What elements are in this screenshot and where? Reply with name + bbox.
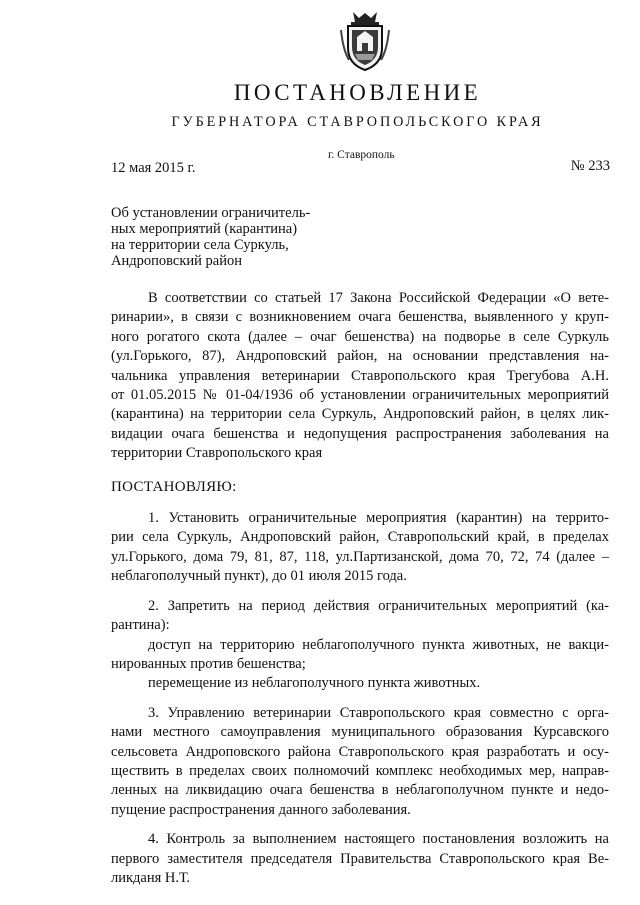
text-line: рии села Суркуль, Андроповский район, Ставропольский край, в пределах	[111, 529, 609, 546]
text-line: доступ на территорию неблагополучного пункта животных, не вакци-	[148, 636, 609, 653]
text-line: 1. Установить ограничительные мероприятия (карантин) на террито-	[148, 510, 609, 527]
document-body	[111, 289, 609, 888]
text-line: неблагополучный пункт), до 01 июля 2015 года.	[111, 568, 407, 585]
text-line: рантина):	[111, 617, 170, 634]
text-line: ул.Горького, дома 79, 81, 87, 118, ул.Партизанской, дома 70, 72, 74 (далее –	[111, 548, 609, 565]
text-line: 4. Контроль за выполнением настоящего постановления возложить на	[148, 831, 609, 848]
text-line: 2. Запретить на период действия ограничительных мероприятий (ка-	[148, 597, 609, 614]
text-line: (карантина) на территории села Суркуль, Андроповский район, в целях лик-	[111, 406, 609, 423]
decree-heading: ПОСТАНОВЛЯЮ:	[111, 478, 237, 495]
issue-date: 12 мая 2015 г.	[111, 160, 196, 176]
text-line: видации очага бешенства и недопущения распространения заболевания на	[111, 425, 609, 442]
issue-place: г. Ставрополь	[328, 149, 395, 161]
text-line: ринарии», в связи с возникновением очага бешенства, выявленного у круп-	[111, 309, 609, 326]
text-line: перемещение из неблагополучного пункта животных.	[148, 675, 481, 692]
text-line: 3. Управлению ветеринарии Ставропольского края совместно с орга-	[148, 704, 609, 721]
text-line: В соответствии со статьей 17 Закона Российской Федерации «О вете-	[148, 290, 609, 306]
text-line: ществить в пределах своих полномочий комплекс необходимых мер, направ-	[111, 762, 609, 779]
item-paragraph-4	[111, 830, 609, 888]
document-number: № 233	[570, 158, 610, 174]
subject-line: Андроповский район	[111, 253, 242, 269]
text-line: ленных на ликвидацию очага бешенства в неблагополучном пункте и недо-	[111, 782, 609, 799]
text-line: от 01.05.2015 № 01-04/1936 об установлении ограничительных мероприятий	[111, 387, 609, 404]
item-paragraph-1	[111, 509, 609, 587]
document-subject	[111, 205, 351, 269]
text-line: пущение распространения данного заболевания.	[111, 801, 411, 818]
text-line: чальника управления ветеринарии Ставропольского края Трегубова А.Н.	[111, 367, 609, 384]
coat-of-arms-emblem	[339, 10, 391, 72]
preamble-paragraph	[111, 289, 609, 464]
text-line: ликданя Н.Т.	[111, 869, 191, 886]
text-line: ного рогатого скота (далее – очаг бешенства) на подворье в селе Суркуль	[111, 328, 609, 345]
text-line: территории Ставропольского края	[111, 445, 323, 462]
subject-line: Об установлении ограничитель-	[111, 205, 311, 221]
subject-line: ных мероприятий (карантина)	[111, 221, 298, 237]
text-line: первого заместителя председателя Правительства Ставропольского края Ве-	[111, 850, 609, 867]
document-title: ПОСТАНОВЛЕНИЕ	[233, 80, 482, 105]
text-line: нированных против бешенства;	[111, 655, 306, 672]
item-paragraph-2	[111, 597, 609, 694]
item-paragraph-3	[111, 704, 609, 820]
text-line: (ул.Горького, 87), Андроповский район, на основании представления на-	[111, 348, 609, 365]
subject-line: на территории села Суркуль,	[111, 237, 289, 253]
text-line: нами местного самоуправления муниципального образования Курсавского	[111, 724, 609, 741]
document-issuer: ГУБЕРНАТОРА СТАВРОПОЛЬСКОГО КРАЯ	[171, 114, 544, 130]
text-line: сельсовета Андроповского района Ставропольского края разработать и осу-	[111, 743, 609, 760]
